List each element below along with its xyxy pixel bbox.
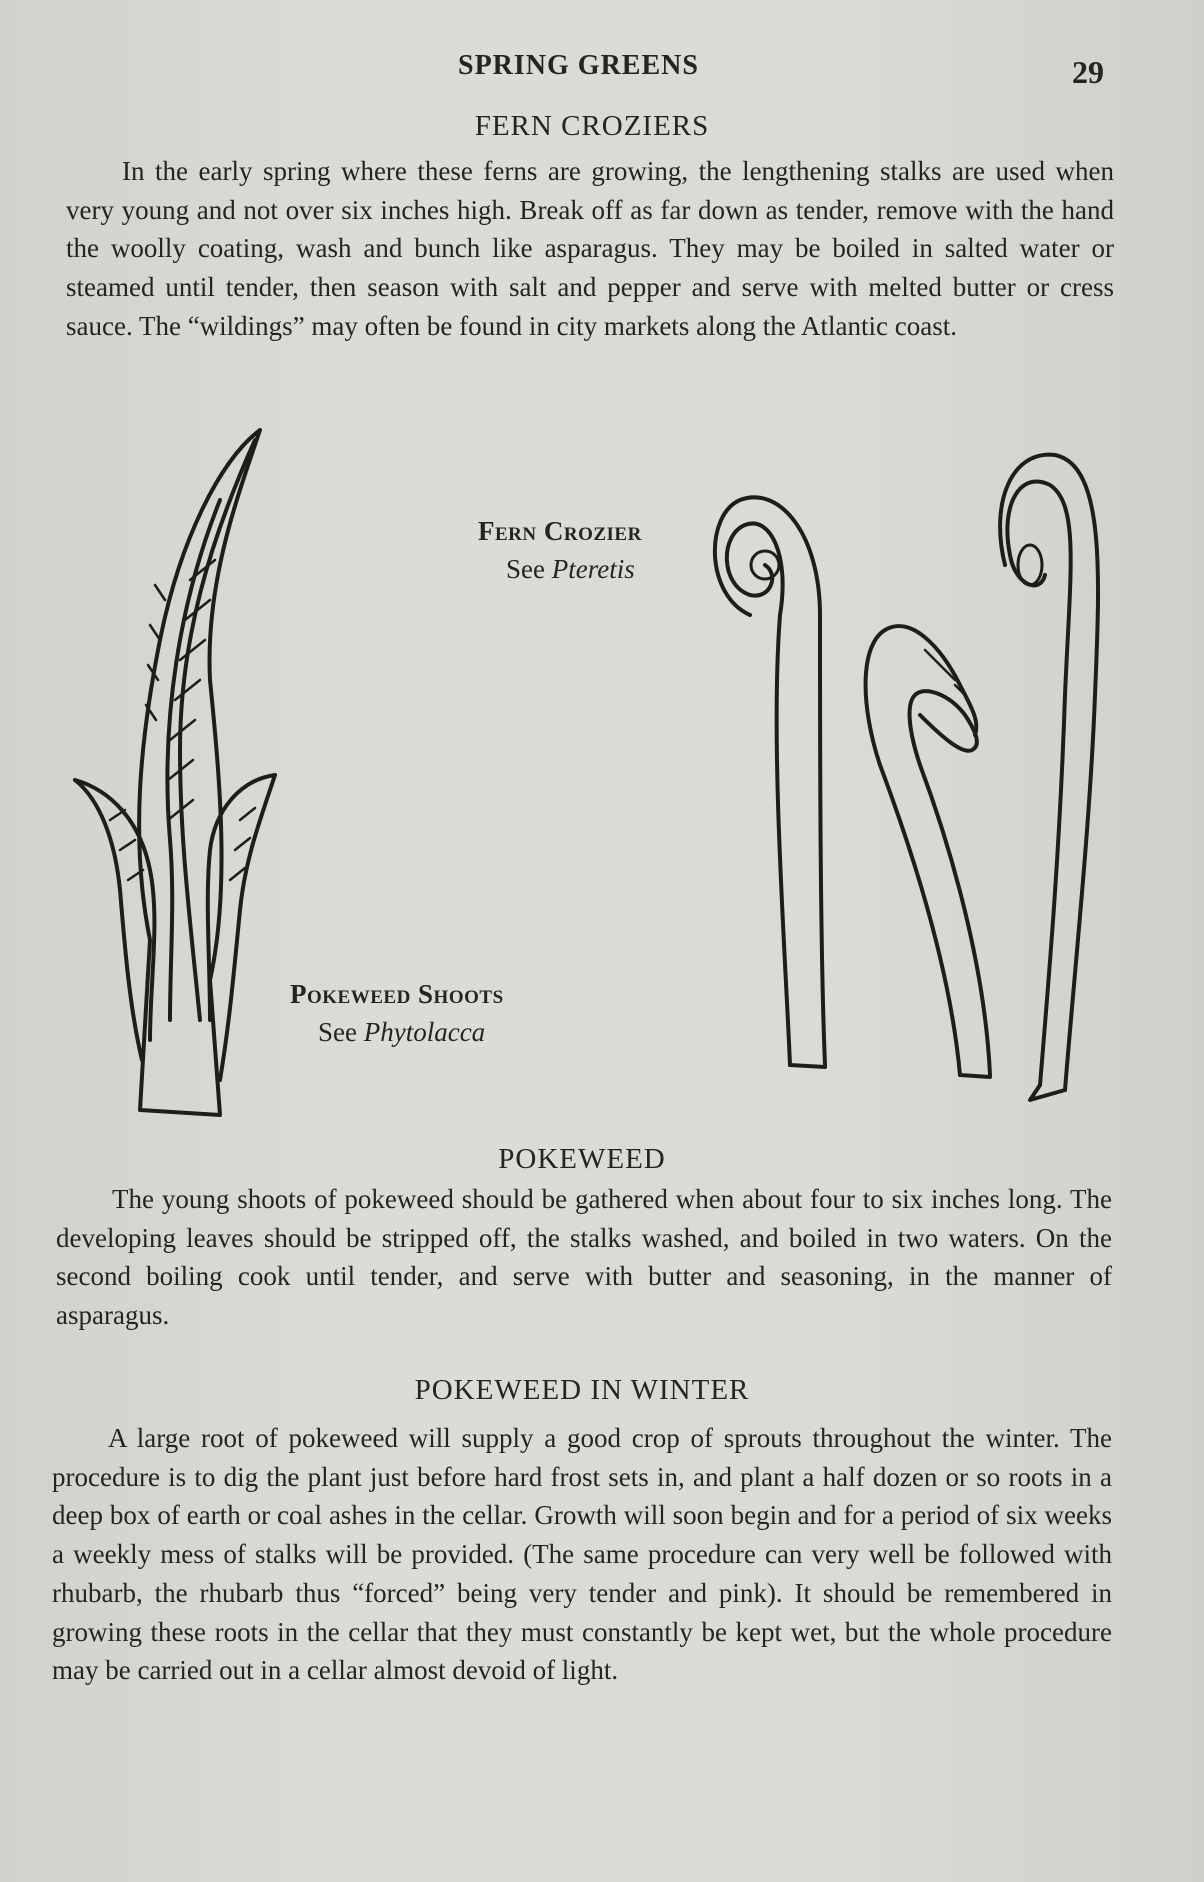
paragraph-pokeweed-in-winter [52,1419,1112,1690]
paragraph-text: In the early spring where these ferns are growing, the lengthening stalks are used when very young and not over six inches high. Break off as far down as tender, remove with the hand the woolly coating, wash and bunch like asparagus. They may be boiled in salted water or steamed until tender, then season with salt and pepper and serve with melted butter or cress sauce. The “wildings” may often be found in city markets along the Atlantic coast. [66,156,1114,341]
fern-croziers-illustration [710,445,1130,1105]
see-label: See [506,554,545,584]
section-heading-pokeweed: POKEWEED [498,1143,666,1175]
pokeweed-shoots-caption-see [290,1013,504,1051]
running-head [0,50,1204,90]
pokeweed-shoots-caption-title: Pokeweed Shoots [290,979,504,1009]
paragraph-text: The young shoots of pokeweed should be gathered when about four to six inches long. The developing leaves should be stripped off, the stalks washed, and boiled in two waters. On the second boiling cook until tender, and serve with butter and seasoning, in the manner of asparagus. [56,1184,1112,1331]
paragraph-text: A large root of pokeweed will supply a good crop of sprouts throughout the winter. The procedure is to dig the plant just before hard frost sets in, and plant a half dozen or so roots in a deep box of earth or coal ashes in the cellar. Growth will soon begin and for a period of six weeks a weekly mess of stalks will be provided. (The same procedure can very well be followed with rhubarb, the rhubarb thus “forced” being very tender and pink). It should be remembered in growing these roots in the cellar that they must constantly be kept wet, but the whole procedure may be carried out in a cellar almost devoid of light. [52,1423,1112,1686]
fern-crozier-caption-see [478,550,642,588]
paragraph-fern-croziers [66,152,1114,346]
section-heading-fern-croziers: FERN CROZIERS [474,110,710,142]
pokeweed-shoots-caption [290,975,504,1051]
section-heading-pokeweed-in-winter: POKEWEED IN WINTER [414,1374,750,1406]
paragraph-pokeweed [56,1180,1112,1335]
genus-name: Pteretis [551,554,635,584]
fern-crozier-caption [478,512,642,588]
see-label: See [318,1017,357,1047]
genus-name: Phytolacca [363,1017,486,1047]
running-title: SPRING GREENS [458,50,699,81]
fern-crozier-caption-title: Fern Crozier [478,516,642,546]
pokeweed-shoots-illustration [70,420,300,1120]
page-number: 29 [1072,54,1104,90]
